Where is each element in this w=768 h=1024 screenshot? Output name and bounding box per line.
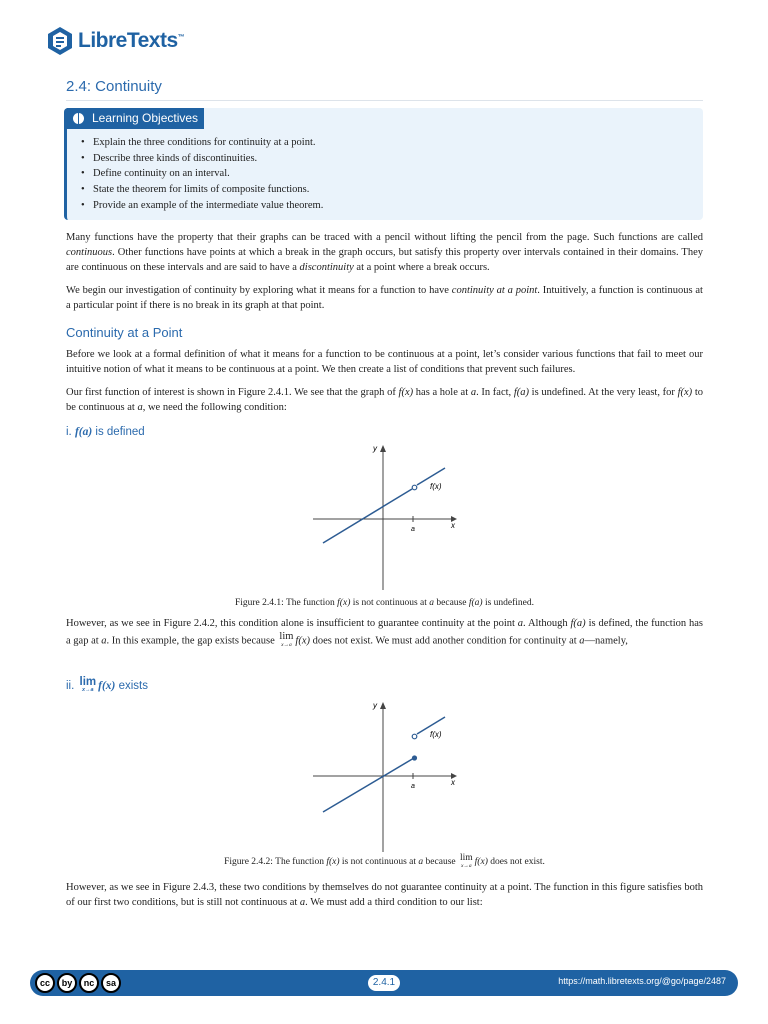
objective-item: • Explain the three conditions for continuity at a point.: [81, 135, 323, 151]
limit-expression: lim x→a: [79, 676, 97, 693]
title-divider: [66, 100, 703, 101]
y-axis-label: y: [373, 701, 377, 710]
cc-icon: cc: [35, 973, 55, 993]
figure-2-4-1: [305, 440, 465, 590]
intro-paragraph-2: We begin our investigation of continuity by exploring what it means for a function to have continuity at a point. Intuitively, a function is continuous at a particular point if there is no break in its graph at that point.: [66, 285, 703, 312]
libretexts-logo[interactable]: [46, 26, 184, 56]
nc-icon: nc: [79, 973, 99, 993]
x-axis-label: x: [451, 521, 455, 530]
section-heading: Continuity at a Point: [66, 325, 183, 340]
footer-bar: [30, 970, 738, 996]
paragraph-4: However, as we see in Figure 2.4.3, these two conditions by themselves do not guarantee continuity at a point. The function in this figure satisfies both of our first two conditions, but is still not continuous at a. We must add a third condition to our list:: [66, 882, 703, 909]
x-axis-label: x: [451, 778, 455, 787]
paragraph-3: However, as we see in Figure 2.4.2, this condition alone is insufficient to guarantee continuity at the point a. Although f(a) is defined, the function has a gap at a. In this example, the gap exists because lim x→a f(x) does not exist. We must add another condition for continuity at a—namely,: [66, 618, 703, 648]
page-url-link[interactable]: https://math.libretexts.org/@go/page/2487: [558, 976, 726, 986]
objective-item: • State the theorem for limits of composite functions.: [81, 182, 323, 198]
section-paragraph-1: Before we look at a formal definition of what it means for a function to be continuous at a point, let’s consider various functions that fail to meet our intuitive notion of what it means to be continuous at a point. We then create a list of conditions that prevent such failures.: [66, 349, 703, 376]
learning-objectives-box: [64, 108, 703, 220]
by-icon: by: [57, 973, 77, 993]
condition-2-heading: ii. lim x→a f(x) exists: [66, 676, 148, 693]
a-tick-label: a: [411, 526, 415, 533]
function-label: f(x): [430, 730, 442, 739]
learning-objectives-header: [67, 108, 204, 129]
objectives-list: [81, 135, 323, 214]
figure-2-4-1-caption: Figure 2.4.1: The function f(x) is not continuous at a because f(a) is undefined.: [234, 598, 535, 608]
intro-paragraph-1: Many functions have the property that their graphs can be traced with a pencil without lifting the pencil from the page. Such functions are called continuous. Other functions have points at which a break in the graph occurs, but satisfy this property over intervals contained in their domains. They are continuous on these intervals and are said to have a discontinuity at a point where a break occurs.: [66, 232, 703, 274]
cc-license-badge[interactable]: [35, 973, 123, 993]
objective-item: • Provide an example of the intermediate value theorem.: [81, 198, 323, 214]
limit-expression: lim x→a: [279, 630, 294, 648]
y-axis-label: y: [373, 444, 377, 453]
page-number: 2.4.1: [368, 975, 400, 991]
page-title: 2.4: Continuity: [66, 78, 162, 95]
libretexts-logo-icon: [46, 26, 74, 56]
objective-item: • Define continuity on an interval.: [81, 166, 323, 182]
condition-1-heading: i. f(a) is defined: [66, 426, 145, 438]
a-tick-label: a: [411, 783, 415, 790]
learning-objectives-title: Learning Objectives: [92, 111, 199, 125]
objective-item: • Describe three kinds of discontinuities.: [81, 151, 323, 167]
section-paragraph-2: Our first function of interest is shown in Figure 2.4.1. We see that the graph of f(x) has a hole at a. In fact, f(a) is undefined. At the very least, for f(x) to be continuous at a, we need the following condition:: [66, 387, 703, 414]
book-icon: [73, 113, 84, 124]
figure-2-4-2-caption: Figure 2.4.2: The function f(x) is not continuous at a because lim x→a f(x) does not exist.: [224, 853, 545, 869]
sa-icon: sa: [101, 973, 121, 993]
logo-text: LibreTexts™: [78, 29, 185, 52]
function-label: f(x): [430, 482, 442, 491]
limit-expression: lim x→a: [460, 853, 473, 869]
figure-2-4-2: [305, 697, 465, 852]
